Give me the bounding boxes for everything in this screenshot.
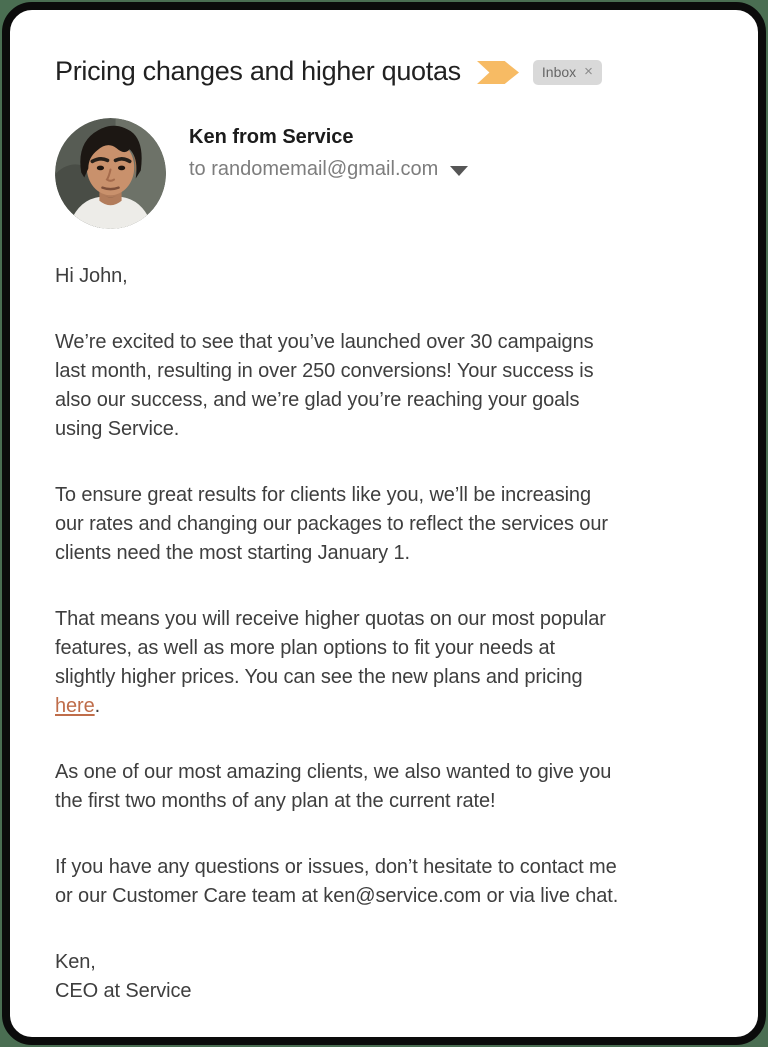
email-body xyxy=(55,262,722,1006)
paragraph-quotas xyxy=(55,605,722,721)
email-card xyxy=(2,2,766,1045)
body-line: last month, resulting in over 250 conversions! Your success is xyxy=(55,360,594,382)
body-line: the first two months of any plan at the current rate! xyxy=(55,790,496,812)
body-line: features, as well as more plan options to fit your needs at xyxy=(55,637,555,659)
sender-row xyxy=(55,118,722,229)
body-line: also our success, and we’re glad you’re reaching your goals xyxy=(55,389,580,411)
body-line: our rates and changing our packages to reflect the services our xyxy=(55,513,608,535)
body-line: slightly higher prices. You can see the new plans and pricing xyxy=(55,666,583,688)
link-suffix: . xyxy=(94,695,101,717)
body-line: To ensure great results for clients like you, we’ll be increasing xyxy=(55,484,591,506)
signature-title: CEO at Service xyxy=(55,980,192,1002)
body-line: If you have any questions or issues, don’t hesitate to contact me xyxy=(55,856,617,878)
paragraph-contact xyxy=(55,853,722,911)
paragraph-rates xyxy=(55,481,722,568)
inbox-label-text: Inbox xyxy=(541,63,577,80)
pricing-link[interactable]: here xyxy=(55,695,95,717)
signature xyxy=(55,948,722,1006)
importance-arrow-shape xyxy=(477,61,519,84)
sender-name: Ken from Service xyxy=(189,126,354,148)
recipient-text: to randomemail@gmail.com xyxy=(189,158,439,180)
paragraph-offer xyxy=(55,758,722,816)
body-line: That means you will receive higher quotas on our most popular xyxy=(55,608,606,630)
body-line: using Service. xyxy=(55,418,180,440)
recipient-line[interactable] xyxy=(189,157,468,181)
body-line: We’re excited to see that you’ve launched over 30 campaigns xyxy=(55,331,594,353)
body-line: clients need the most starting January 1. xyxy=(55,542,410,564)
signature-name: Ken, xyxy=(55,951,96,973)
body-line: Hi John, xyxy=(55,265,128,287)
email-subject: Pricing changes and higher quotas xyxy=(55,56,461,86)
avatar-portrait-image xyxy=(55,118,166,229)
body-line xyxy=(55,692,722,721)
label-close-icon[interactable]: × xyxy=(584,62,593,80)
inbox-label[interactable] xyxy=(533,60,602,85)
sender-avatar[interactable] xyxy=(55,118,166,229)
sender-info xyxy=(189,118,468,229)
details-caret-icon[interactable] xyxy=(450,166,468,176)
paragraph-success xyxy=(55,328,722,444)
body-line: or our Customer Care team at ken@service.com or via live chat. xyxy=(55,885,619,907)
paragraph-greeting xyxy=(55,262,722,291)
body-line: As one of our most amazing clients, we also wanted to give you xyxy=(55,761,612,783)
subject-row xyxy=(55,54,722,88)
importance-marker-icon[interactable] xyxy=(477,61,519,84)
